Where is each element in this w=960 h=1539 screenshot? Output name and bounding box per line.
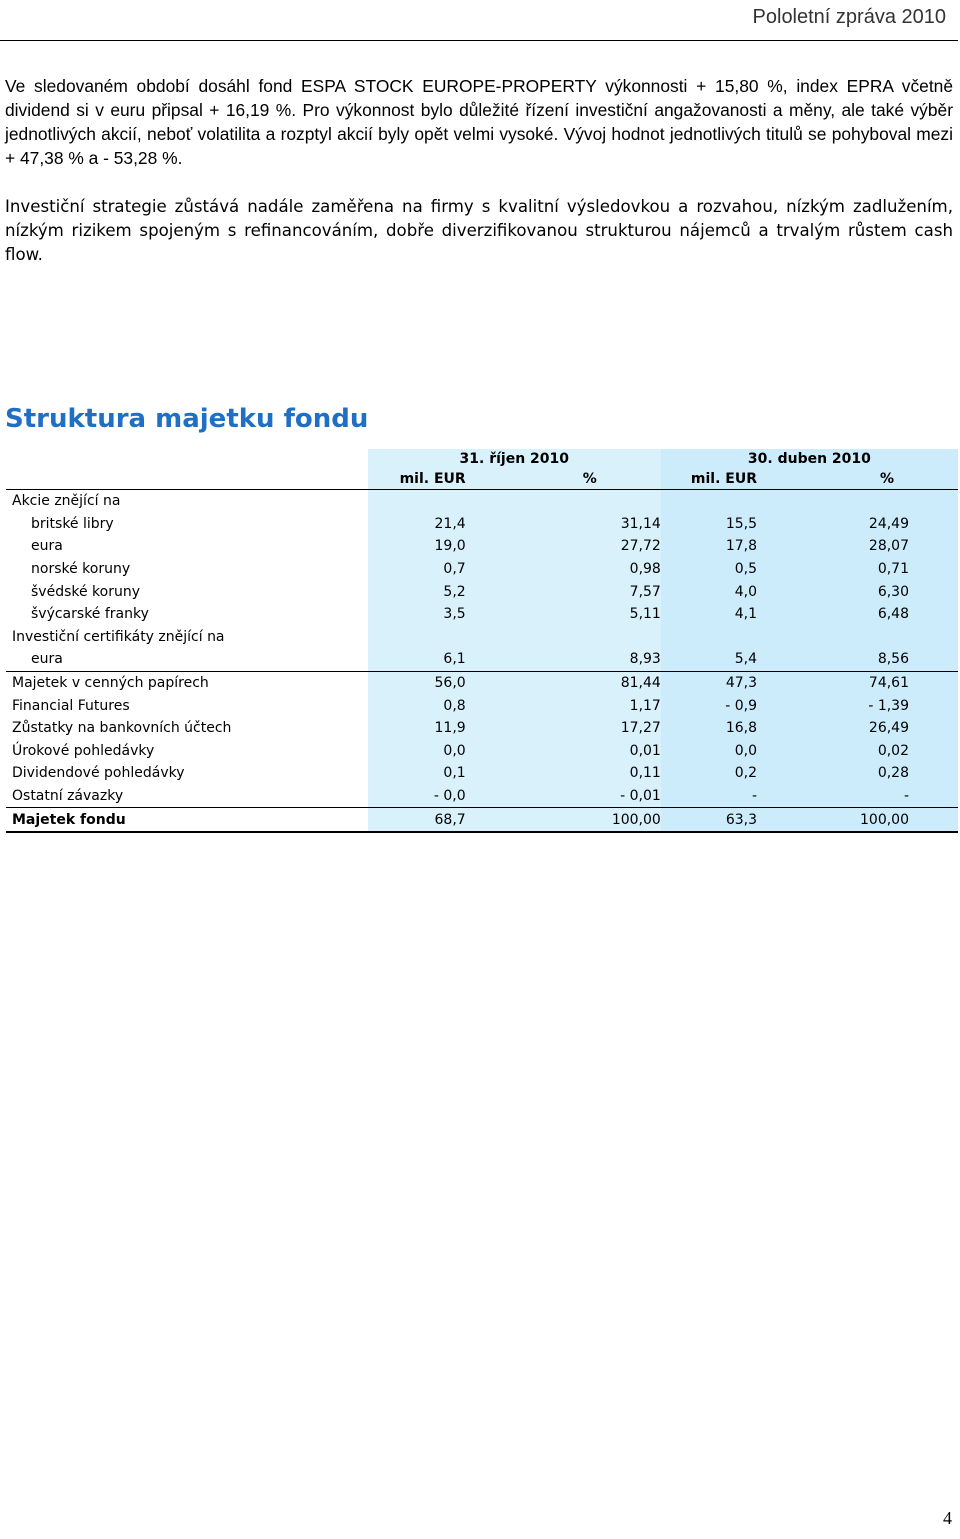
row-label: Majetek fondu	[6, 808, 368, 832]
table-row	[6, 490, 958, 513]
paragraph-strategy: Investiční strategie zůstává nadále zaměřena na firmy s kvalitní výsledovkou a rozvahou, nízkým zadlužením, nízkým rizikem spojeným s refinancováním, dobře diverzifikovanou strukturou nájemců a trvalým růstem cash flow.	[5, 197, 953, 264]
row-label: Investiční certifikáty znějící na	[12, 628, 225, 645]
table-row: Dividendové pohledávky 0,1 0,11 0,2 0,28	[6, 762, 958, 785]
table-row: eura 19,0 27,72 17,8 28,07	[6, 535, 958, 558]
paragraph-performance: Ve sledovaném období dosáhl fond ESPA STOCK EUROPE-PROPERTY výkonnosti + 15,80 %, index EPRA včetně dividend si v euru připsal + 16,19 %. Pro výkonnost bylo důležité řízení investiční angažovanosti a měny, ale také výběr jednotlivých akcií, neboť volatilita a rozptyl akcií byly opět velmi vysoké. Vývoj hodnot jednotlivých titulů se pohyboval mezi + 47,38 % a - 53,28 %.	[5, 76, 953, 168]
row-label: britské libry	[31, 515, 114, 532]
row-label: Úrokové pohledávky	[12, 742, 155, 759]
table-row: britské libry 21,4 31,14 15,5 24,49	[6, 513, 958, 536]
row-label: eura	[31, 538, 63, 555]
unit-pct-2: %	[757, 469, 958, 490]
report-title: Pololetní zpráva 2010	[752, 6, 946, 28]
table-row-total: Majetek fondu 68,7 100,00 63,3 100,00	[6, 808, 958, 832]
unit-eur-2: mil. EUR	[661, 469, 757, 490]
row-label: Zůstatky na bankovních účtech	[12, 720, 232, 737]
table-row: Ostatní závazky - 0,0 - 0,01 - -	[6, 785, 958, 808]
row-label: norské koruny	[31, 561, 131, 578]
section-title: Struktura majetku fondu	[5, 404, 369, 434]
row-label: Majetek v cenných papírech	[6, 671, 368, 694]
table-row: eura 6,1 8,93 5,4 8,56	[6, 648, 958, 671]
asset-structure-table	[6, 449, 958, 833]
table-row: Financial Futures 0,8 1,17 - 0,9 - 1,39	[6, 694, 958, 717]
table-header-periods	[6, 449, 958, 469]
table-row: Úrokové pohledávky 0,0 0,01 0,0 0,02	[6, 740, 958, 763]
table-row: švýcarské franky 3,5 5,11 4,1 6,48	[6, 603, 958, 626]
row-label: švýcarské franky	[31, 606, 149, 623]
row-label: Dividendové pohledávky	[12, 765, 185, 782]
unit-eur-1: mil. EUR	[368, 469, 466, 490]
table-row: Majetek v cenných papírech 56,0 81,44 47,3 74,61	[6, 671, 958, 694]
header-divider	[0, 40, 958, 41]
unit-pct-1: %	[466, 469, 661, 490]
page-number: 4	[943, 1508, 952, 1528]
table-row	[6, 626, 958, 649]
row-label: Ostatní závazky	[6, 785, 368, 808]
table-row: švédské koruny 5,2 7,57 4,0 6,30	[6, 580, 958, 603]
row-label: švédské koruny	[31, 583, 141, 600]
period-header-2: 30. duben 2010	[661, 449, 958, 469]
table-row: norské koruny 0,7 0,98 0,5 0,71	[6, 558, 958, 581]
row-label: eura	[31, 651, 63, 668]
table-header-units	[6, 469, 958, 490]
row-label: Financial Futures	[12, 697, 130, 714]
table-row: Zůstatky na bankovních účtech 11,9 17,27 16,8 26,49	[6, 717, 958, 740]
row-label: Akcie znějící na	[12, 493, 121, 510]
period-header-1: 31. říjen 2010	[368, 449, 661, 469]
